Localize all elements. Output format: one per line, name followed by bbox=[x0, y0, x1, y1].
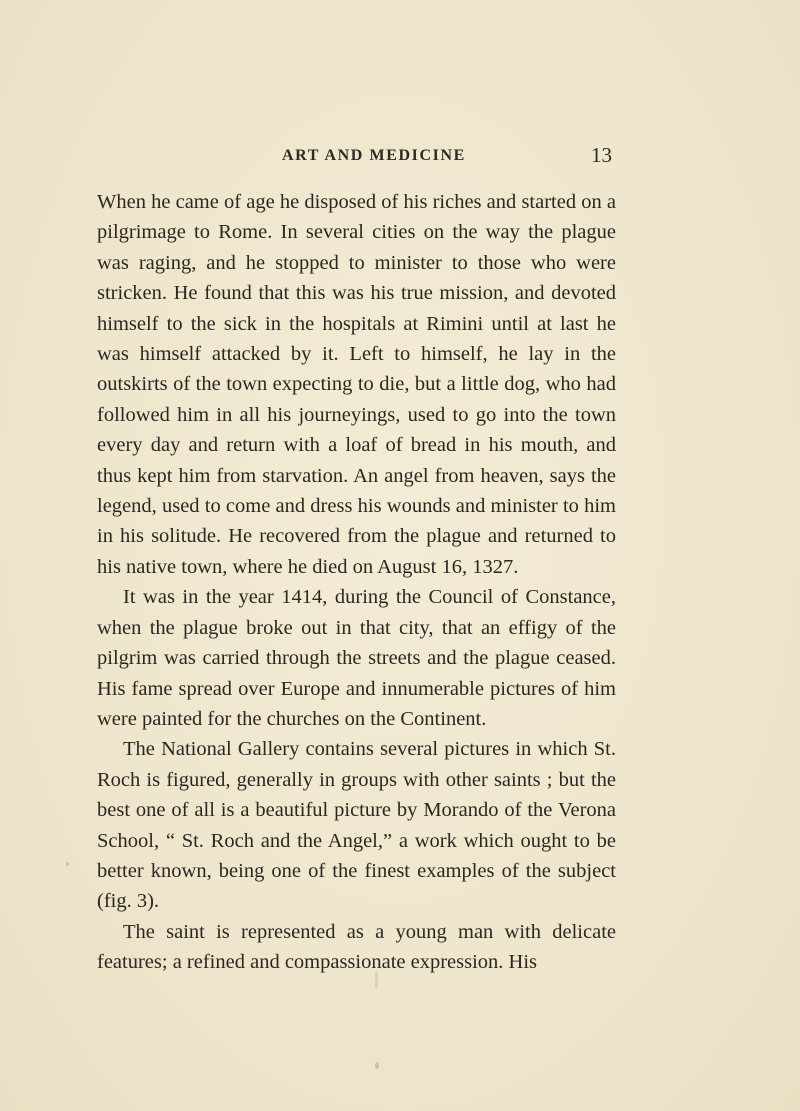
body-text bbox=[97, 187, 616, 978]
paper-blemish bbox=[375, 1062, 379, 1069]
paragraph-3: The National Gallery contains several pictures in which St. Roch is figured, generally in groups with other saints ; but the best one of all is a beautiful picture by Morando of the Verona School, “ St. Roch and the Angel,” a work which ought to be better known, being one of the finest examples of the subject (fig. 3). bbox=[97, 738, 616, 913]
page-number: 13 bbox=[591, 143, 612, 167]
page-header bbox=[282, 143, 612, 173]
paragraph-2: It was in the year 1414, during the Council of Constance, when the plague broke out in that city, that an effigy of the pilgrim was carried through the streets and the plague ceased. His fame spread over Europe and innumerable pictures of him were painted for the churches on the Continent. bbox=[97, 586, 616, 730]
paper-blemish bbox=[66, 862, 69, 866]
paper-blemish bbox=[375, 972, 378, 988]
paragraph-1: When he came of age he disposed of his riches and started on a pilgrimage to Rome. In several cities on the way the plague was raging, and he stopped to minister to those who were stricken. He found that this was his true mission, and devoted himself to the sick in the hospitals at Rimini until at last he was himself attacked by it. Left to himself, he lay in the outskirts of the town expecting to die, but a little dog, who had followed him in all his journeyings, used to go into the town every day and return with a loaf of bread in his mouth, and thus kept him from starvation. An angel from heaven, says the legend, used to come and dress his wounds and minister to him in his solitude. He recovered from the plague and returned to his native town, where he died on August 16, 1327. bbox=[97, 191, 616, 578]
paragraph-4: The saint is represented as a young man with delicate features; a refined and compassionate expression. His bbox=[97, 920, 616, 974]
running-head: ART AND MEDICINE bbox=[282, 147, 466, 164]
